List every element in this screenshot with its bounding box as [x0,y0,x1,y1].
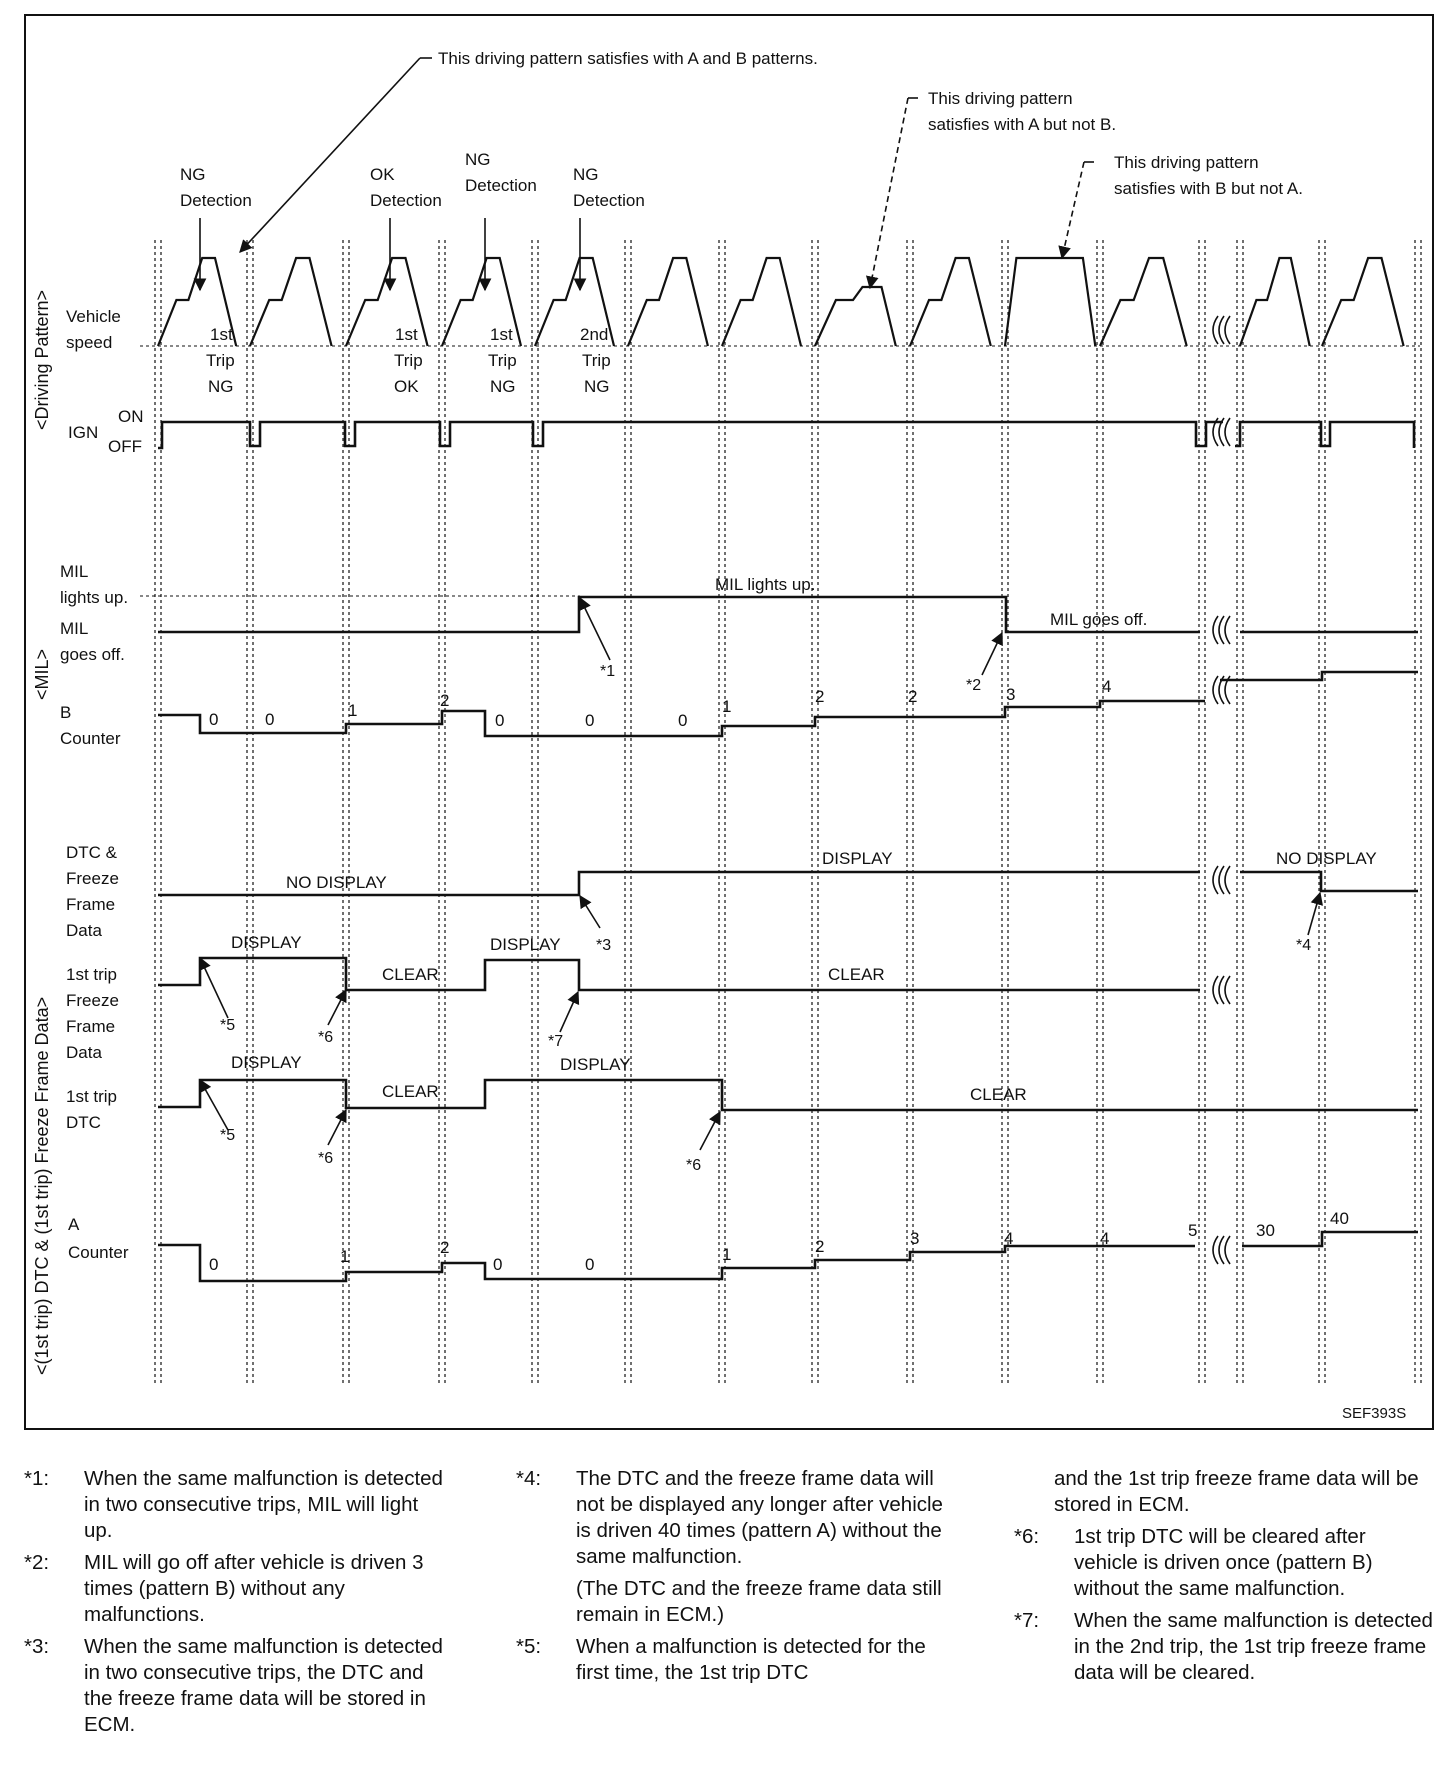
mark-2: *2 [966,677,982,694]
vehicle-speed-label-1: Vehicle [66,307,121,326]
footnote-key: *4: [516,1467,542,1490]
dtc-freeze-label-3: Frame [66,895,116,914]
ffd-label-3: Frame [66,1017,116,1036]
footnote-item [1014,1608,1434,1686]
trip-4-ordinal: 2nd [580,325,609,344]
svg-text:3: 3 [1006,685,1016,704]
vehicle-speed-label-2: speed [66,333,113,352]
mil-waveform [158,597,1418,632]
mark-5a: *5 [220,1017,236,1034]
footnote-text: When the same malfunction is detected in two consecutive trips, MIL will light up. [84,1467,443,1542]
footnote-item [516,1634,946,1686]
a-counter-values [209,1209,1349,1274]
a-counter-label-2: Counter [68,1243,129,1262]
first-trip-dtc-waveform [158,1080,1418,1110]
detection-1-line2: Detection [180,191,252,210]
a-not-b-annotation-line1: This driving pattern [928,89,1073,108]
detection-3-line2: Detection [465,176,537,195]
svg-text:0: 0 [585,711,595,730]
footnote-item [1014,1466,1434,1518]
mark-6a: *6 [318,1029,334,1046]
detection-2-line2: Detection [370,191,442,210]
detection-3-line1: NG [465,150,491,169]
mark-1: *1 [600,663,616,680]
b-not-a-annotation-line2: satisfies with B but not A. [1114,179,1303,198]
no-display-end-text: NO DISPLAY [1276,849,1377,868]
first-trip-dtc-label-2: DTC [66,1113,101,1132]
dtc-display-2: DISPLAY [560,1055,631,1074]
svg-text:0: 0 [209,1255,219,1274]
dtc-clear-2: CLEAR [970,1085,1027,1104]
svg-text:0: 0 [265,710,275,729]
trip-3-result: NG [490,377,516,396]
footnote-item [516,1576,946,1628]
footnote-key: *6: [1014,1525,1040,1548]
ffd-label-1: 1st trip [66,965,118,984]
svg-text:40: 40 [1330,1209,1349,1228]
ab-pattern-annotation: This driving pattern satisfies with A and B patterns. [438,49,818,68]
ign-off-label: OFF [108,437,142,456]
mil-group-label: <MIL> [32,648,52,700]
svg-text:2: 2 [815,687,825,706]
svg-text:2: 2 [815,1237,825,1256]
svg-text:1: 1 [722,1245,732,1264]
trip-4-result: NG [584,377,610,396]
trip-1-ordinal: 1st [210,325,233,344]
mil-goes-label-1: MIL [60,619,89,638]
ffd-clear-2: CLEAR [828,965,885,984]
footnote-text: 1st trip DTC will be cleared after vehicle is driven once (pattern B) without the same malfunction. [1074,1525,1373,1600]
b-counter-label-1: B [60,703,72,722]
trip-3-word: Trip [488,351,517,370]
footnotes-column-3 [1014,1466,1434,1692]
svg-text:0: 0 [678,711,688,730]
trip-1-word: Trip [206,351,235,370]
mil-goes-off-text: MIL goes off. [1050,610,1148,629]
first-trip-ffd-waveform [158,958,1200,990]
footnote-key: *7: [1014,1609,1040,1632]
footnote-item [24,1550,444,1628]
detection-labels [180,150,645,210]
first-trip-dtc-label-1: 1st trip [66,1087,118,1106]
mark-3: *3 [596,937,612,954]
svg-text:30: 30 [1256,1221,1275,1240]
ign-on-label: ON [118,407,144,426]
ffd-label-2: Freeze [66,991,119,1010]
row-labels [60,307,144,1262]
annotation-arrows [200,58,1320,1150]
footnote-key: *5: [516,1635,542,1658]
mark-6b: *6 [318,1150,334,1167]
svg-text:5: 5 [1188,1221,1198,1240]
ffd-display-2: DISPLAY [490,935,561,954]
svg-text:2: 2 [440,1238,450,1257]
mark-6c: *6 [686,1157,702,1174]
svg-text:2: 2 [440,691,450,710]
figure-code: SEF393S [1342,1405,1407,1422]
detection-1-line1: NG [180,165,206,184]
dtc-freeze-label-1: DTC & [66,843,117,862]
mil-goes-label-2: goes off. [60,645,125,664]
dtc-group-label: <(1st trip) DTC & (1st trip) Freeze Frame Data> [32,996,52,1375]
mil-lights-label-1: MIL [60,562,89,581]
dtc-freeze-label-2: Freeze [66,869,119,888]
mil-lights-label-2: lights up. [60,588,129,607]
mark-5b: *5 [220,1127,236,1144]
mark-7: *7 [548,1033,564,1050]
trip-2-word: Trip [394,351,423,370]
detection-4-line2: Detection [573,191,645,210]
trip-4-word: Trip [582,351,611,370]
footnote-key: *1: [24,1467,50,1490]
svg-text:3: 3 [910,1229,920,1248]
a-not-b-annotation-line2: satisfies with A but not B. [928,115,1117,134]
svg-text:4: 4 [1102,677,1112,696]
ffd-display-1: DISPLAY [231,933,302,952]
trip-labels [206,325,611,396]
trip-1-result: NG [208,377,234,396]
detection-4-line1: NG [573,165,599,184]
dtc-clear-1: CLEAR [382,1082,439,1101]
svg-text:0: 0 [493,1255,503,1274]
svg-text:4: 4 [1004,1229,1014,1248]
ign-label: IGN [68,423,99,442]
no-display-text: NO DISPLAY [286,873,387,892]
a-counter-label-1: A [68,1215,80,1234]
footnote-item [1014,1524,1434,1602]
footnotes-column-1 [24,1466,444,1744]
footnote-key: *3: [24,1635,50,1658]
detection-2-line1: OK [370,165,395,184]
display-text: DISPLAY [822,849,893,868]
footnote-text: When the same malfunction is detected in two consecutive trips, the DTC and the freeze frame data will be stored in ECM. [84,1635,443,1736]
svg-text:1: 1 [722,697,732,716]
driving-pattern-group-label: <Driving Pattern> [32,289,52,430]
break-marks [1213,316,1230,1264]
b-counter-label-2: Counter [60,729,121,748]
footnote-key: *2: [24,1551,50,1574]
svg-text:0: 0 [585,1255,595,1274]
trip-2-result: OK [394,377,419,396]
footnote-text: and the 1st trip freeze frame data will be stored in ECM. [1054,1467,1419,1516]
ffd-label-4: Data [66,1043,102,1062]
vehicle-speed-waveform [158,258,1404,346]
footnote-text: When a malfunction is detected for the first time, the 1st trip DTC [576,1635,926,1684]
dtc-freeze-label-4: Data [66,921,102,940]
svg-text:2: 2 [908,687,918,706]
trip-2-ordinal: 1st [395,325,418,344]
footnotes [0,1466,1456,1756]
svg-text:1: 1 [340,1247,350,1266]
svg-text:1: 1 [348,701,358,720]
trip-3-ordinal: 1st [490,325,513,344]
mil-lights-up-text: MIL lights up. [715,575,816,594]
b-not-a-annotation-line1: This driving pattern [1114,153,1259,172]
footnote-key [516,1576,576,1628]
mark-4: *4 [1296,937,1312,954]
footnote-key [1014,1466,1054,1518]
b-counter-waveform [158,672,1418,736]
svg-text:0: 0 [495,711,505,730]
ffd-clear-1: CLEAR [382,965,439,984]
footnote-text: When the same malfunction is detected in the 2nd trip, the 1st trip freeze frame data will be cleared. [1074,1609,1433,1684]
footnote-text: (The DTC and the freeze frame data still remain in ECM.) [576,1577,942,1626]
svg-text:4: 4 [1100,1229,1110,1248]
footnote-item [516,1466,946,1570]
footnote-text: MIL will go off after vehicle is driven 3 times (pattern B) without any malfunctions. [84,1551,424,1626]
trip-boundaries [155,240,1421,1385]
footnote-text: The DTC and the freeze frame data will not be displayed any longer after vehicle is driven 40 times (pattern A) without the same malfunction. [576,1467,943,1568]
footnotes-column-2 [516,1466,946,1692]
footnote-item [24,1466,444,1544]
footnote-item [24,1634,444,1738]
svg-text:0: 0 [209,710,219,729]
dtc-display-1: DISPLAY [231,1053,302,1072]
